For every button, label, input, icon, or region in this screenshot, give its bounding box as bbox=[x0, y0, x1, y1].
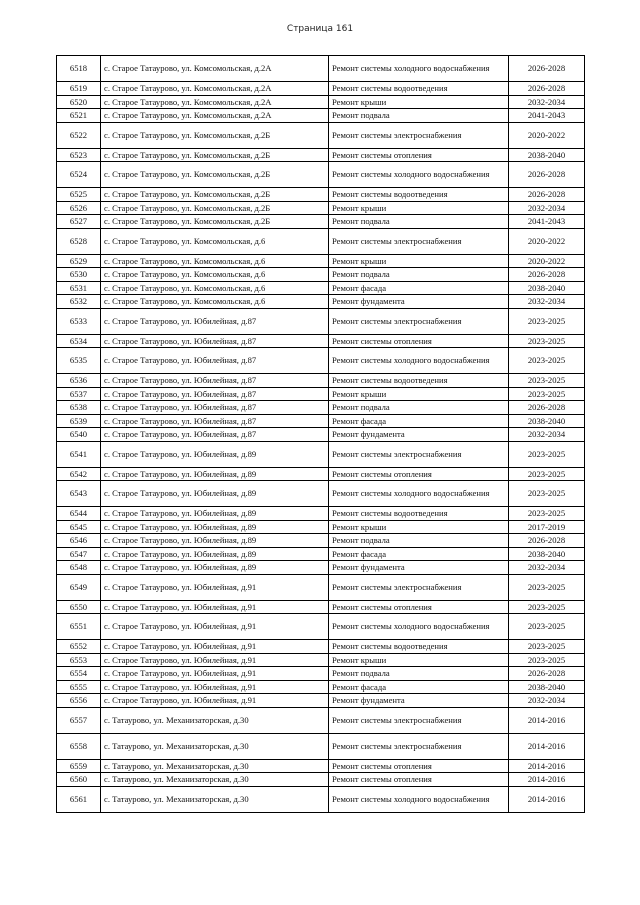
row-number-cell: 6536 bbox=[57, 374, 101, 388]
work-type-cell: Ремонт подвала bbox=[329, 215, 509, 229]
table-row bbox=[57, 507, 585, 521]
work-type-cell: Ремонт крыши bbox=[329, 520, 509, 534]
row-number-cell: 6558 bbox=[57, 733, 101, 759]
address-cell: с. Старое Татаурово, ул. Юбилейная, д.87 bbox=[101, 308, 329, 334]
address-cell: с. Старое Татаурово, ул. Комсомольская, д.2А bbox=[101, 109, 329, 123]
work-type-cell: Ремонт системы отопления bbox=[329, 773, 509, 787]
period-cell: 2026-2028 bbox=[509, 56, 585, 82]
table-row bbox=[57, 428, 585, 442]
table-row bbox=[57, 534, 585, 548]
row-number-cell: 6559 bbox=[57, 759, 101, 773]
period-cell: 2023-2025 bbox=[509, 574, 585, 600]
address-cell: с. Старое Татаурово, ул. Юбилейная, д.87 bbox=[101, 401, 329, 415]
period-cell: 2023-2025 bbox=[509, 348, 585, 374]
row-number-cell: 6546 bbox=[57, 534, 101, 548]
row-number-cell: 6524 bbox=[57, 162, 101, 188]
row-number-cell: 6522 bbox=[57, 122, 101, 148]
table-row bbox=[57, 148, 585, 162]
address-cell: с. Старое Татаурово, ул. Комсомольская, д.2Б bbox=[101, 162, 329, 188]
work-type-cell: Ремонт системы холодного водоснабжения bbox=[329, 162, 509, 188]
table-row bbox=[57, 374, 585, 388]
row-number-cell: 6544 bbox=[57, 507, 101, 521]
row-number-cell: 6550 bbox=[57, 600, 101, 614]
row-number-cell: 6531 bbox=[57, 281, 101, 295]
period-cell: 2026-2028 bbox=[509, 188, 585, 202]
period-cell: 2023-2025 bbox=[509, 481, 585, 507]
address-cell: с. Старое Татаурово, ул. Юбилейная, д.87 bbox=[101, 334, 329, 348]
work-type-cell: Ремонт подвала bbox=[329, 667, 509, 681]
row-number-cell: 6557 bbox=[57, 707, 101, 733]
row-number-cell: 6537 bbox=[57, 387, 101, 401]
address-cell: с. Старое Татаурово, ул. Юбилейная, д.91 bbox=[101, 680, 329, 694]
period-cell: 2023-2025 bbox=[509, 334, 585, 348]
table-row bbox=[57, 667, 585, 681]
work-type-cell: Ремонт фасада bbox=[329, 680, 509, 694]
row-number-cell: 6521 bbox=[57, 109, 101, 123]
address-cell: с. Старое Татаурово, ул. Комсомольская, д.6 bbox=[101, 254, 329, 268]
row-number-cell: 6538 bbox=[57, 401, 101, 415]
address-cell: с. Старое Татаурово, ул. Комсомольская, д.2Б bbox=[101, 215, 329, 229]
period-cell: 2026-2028 bbox=[509, 82, 585, 96]
table-row bbox=[57, 308, 585, 334]
work-type-cell: Ремонт фасада bbox=[329, 414, 509, 428]
period-cell: 2038-2040 bbox=[509, 680, 585, 694]
work-type-cell: Ремонт крыши bbox=[329, 254, 509, 268]
address-cell: с. Старое Татаурово, ул. Юбилейная, д.91 bbox=[101, 653, 329, 667]
row-number-cell: 6543 bbox=[57, 481, 101, 507]
table-row bbox=[57, 281, 585, 295]
row-number-cell: 6552 bbox=[57, 640, 101, 654]
work-type-cell: Ремонт подвала bbox=[329, 534, 509, 548]
period-cell: 2017-2019 bbox=[509, 520, 585, 534]
address-cell: с. Старое Татаурово, ул. Юбилейная, д.89 bbox=[101, 441, 329, 467]
table-row bbox=[57, 268, 585, 282]
table-row bbox=[57, 786, 585, 812]
work-type-cell: Ремонт системы холодного водоснабжения bbox=[329, 481, 509, 507]
address-cell: с. Татаурово, ул. Механизаторская, д.30 bbox=[101, 773, 329, 787]
row-number-cell: 6519 bbox=[57, 82, 101, 96]
address-cell: с. Старое Татаурово, ул. Комсомольская, д.2А bbox=[101, 95, 329, 109]
table-row bbox=[57, 481, 585, 507]
work-type-cell: Ремонт системы электроснабжения bbox=[329, 733, 509, 759]
table-body bbox=[57, 56, 585, 813]
period-cell: 2026-2028 bbox=[509, 534, 585, 548]
address-cell: с. Старое Татаурово, ул. Юбилейная, д.91 bbox=[101, 574, 329, 600]
period-cell: 2038-2040 bbox=[509, 547, 585, 561]
table-row bbox=[57, 653, 585, 667]
row-number-cell: 6526 bbox=[57, 201, 101, 215]
row-number-cell: 6535 bbox=[57, 348, 101, 374]
table-row bbox=[57, 467, 585, 481]
row-number-cell: 6554 bbox=[57, 667, 101, 681]
works-table bbox=[56, 55, 585, 813]
address-cell: с. Старое Татаурово, ул. Комсомольская, д.2Б bbox=[101, 148, 329, 162]
address-cell: с. Татаурово, ул. Механизаторская, д.30 bbox=[101, 759, 329, 773]
period-cell: 2026-2028 bbox=[509, 268, 585, 282]
row-number-cell: 6545 bbox=[57, 520, 101, 534]
work-type-cell: Ремонт системы водоотведения bbox=[329, 640, 509, 654]
work-type-cell: Ремонт фундамента bbox=[329, 295, 509, 309]
row-number-cell: 6529 bbox=[57, 254, 101, 268]
work-type-cell: Ремонт системы водоотведения bbox=[329, 82, 509, 96]
work-type-cell: Ремонт подвала bbox=[329, 268, 509, 282]
row-number-cell: 6556 bbox=[57, 694, 101, 708]
address-cell: с. Старое Татаурово, ул. Комсомольская, д.2А bbox=[101, 82, 329, 96]
work-type-cell: Ремонт системы отопления bbox=[329, 148, 509, 162]
period-cell: 2041-2043 bbox=[509, 215, 585, 229]
work-type-cell: Ремонт системы водоотведения bbox=[329, 374, 509, 388]
period-cell: 2032-2034 bbox=[509, 694, 585, 708]
address-cell: с. Старое Татаурово, ул. Юбилейная, д.87 bbox=[101, 428, 329, 442]
period-cell: 2023-2025 bbox=[509, 653, 585, 667]
period-cell: 2020-2022 bbox=[509, 254, 585, 268]
table-row bbox=[57, 401, 585, 415]
row-number-cell: 6527 bbox=[57, 215, 101, 229]
address-cell: с. Старое Татаурово, ул. Юбилейная, д.91 bbox=[101, 614, 329, 640]
work-type-cell: Ремонт крыши bbox=[329, 387, 509, 401]
table-row bbox=[57, 56, 585, 82]
period-cell: 2014-2016 bbox=[509, 759, 585, 773]
address-cell: с. Старое Татаурово, ул. Юбилейная, д.89 bbox=[101, 481, 329, 507]
work-type-cell: Ремонт системы отопления bbox=[329, 600, 509, 614]
work-type-cell: Ремонт системы отопления bbox=[329, 334, 509, 348]
address-cell: с. Старое Татаурово, ул. Юбилейная, д.89 bbox=[101, 520, 329, 534]
table-row bbox=[57, 640, 585, 654]
work-type-cell: Ремонт системы холодного водоснабжения bbox=[329, 56, 509, 82]
row-number-cell: 6548 bbox=[57, 561, 101, 575]
work-type-cell: Ремонт системы электроснабжения bbox=[329, 122, 509, 148]
period-cell: 2014-2016 bbox=[509, 786, 585, 812]
table-row bbox=[57, 733, 585, 759]
work-type-cell: Ремонт системы водоотведения bbox=[329, 188, 509, 202]
work-type-cell: Ремонт фундамента bbox=[329, 428, 509, 442]
address-cell: с. Старое Татаурово, ул. Юбилейная, д.87 bbox=[101, 348, 329, 374]
table-row bbox=[57, 109, 585, 123]
address-cell: с. Старое Татаурово, ул. Комсомольская, д.6 bbox=[101, 268, 329, 282]
work-type-cell: Ремонт подвала bbox=[329, 109, 509, 123]
row-number-cell: 6523 bbox=[57, 148, 101, 162]
work-type-cell: Ремонт подвала bbox=[329, 401, 509, 415]
period-cell: 2014-2016 bbox=[509, 773, 585, 787]
row-number-cell: 6553 bbox=[57, 653, 101, 667]
table-row bbox=[57, 414, 585, 428]
row-number-cell: 6533 bbox=[57, 308, 101, 334]
table-row bbox=[57, 95, 585, 109]
address-cell: с. Старое Татаурово, ул. Юбилейная, д.91 bbox=[101, 640, 329, 654]
period-cell: 2038-2040 bbox=[509, 414, 585, 428]
period-cell: 2014-2016 bbox=[509, 733, 585, 759]
row-number-cell: 6551 bbox=[57, 614, 101, 640]
work-type-cell: Ремонт системы электроснабжения bbox=[329, 441, 509, 467]
row-number-cell: 6534 bbox=[57, 334, 101, 348]
table-row bbox=[57, 188, 585, 202]
period-cell: 2020-2022 bbox=[509, 228, 585, 254]
row-number-cell: 6560 bbox=[57, 773, 101, 787]
period-cell: 2023-2025 bbox=[509, 614, 585, 640]
period-cell: 2023-2025 bbox=[509, 600, 585, 614]
period-cell: 2023-2025 bbox=[509, 387, 585, 401]
address-cell: с. Татаурово, ул. Механизаторская, д.30 bbox=[101, 733, 329, 759]
work-type-cell: Ремонт системы холодного водоснабжения bbox=[329, 348, 509, 374]
work-type-cell: Ремонт крыши bbox=[329, 653, 509, 667]
row-number-cell: 6541 bbox=[57, 441, 101, 467]
row-number-cell: 6520 bbox=[57, 95, 101, 109]
address-cell: с. Старое Татаурово, ул. Комсомольская, д.2Б bbox=[101, 188, 329, 202]
table-row bbox=[57, 162, 585, 188]
work-type-cell: Ремонт крыши bbox=[329, 95, 509, 109]
period-cell: 2032-2034 bbox=[509, 201, 585, 215]
address-cell: с. Старое Татаурово, ул. Юбилейная, д.87 bbox=[101, 387, 329, 401]
address-cell: с. Старое Татаурово, ул. Юбилейная, д.91 bbox=[101, 667, 329, 681]
row-number-cell: 6549 bbox=[57, 574, 101, 600]
table-row bbox=[57, 574, 585, 600]
work-type-cell: Ремонт фундамента bbox=[329, 694, 509, 708]
row-number-cell: 6518 bbox=[57, 56, 101, 82]
address-cell: с. Старое Татаурово, ул. Юбилейная, д.89 bbox=[101, 547, 329, 561]
work-type-cell: Ремонт системы водоотведения bbox=[329, 507, 509, 521]
period-cell: 2032-2034 bbox=[509, 428, 585, 442]
period-cell: 2014-2016 bbox=[509, 707, 585, 733]
table-row bbox=[57, 600, 585, 614]
period-cell: 2026-2028 bbox=[509, 667, 585, 681]
period-cell: 2041-2043 bbox=[509, 109, 585, 123]
period-cell: 2032-2034 bbox=[509, 295, 585, 309]
period-cell: 2020-2022 bbox=[509, 122, 585, 148]
period-cell: 2023-2025 bbox=[509, 467, 585, 481]
table-row bbox=[57, 441, 585, 467]
row-number-cell: 6528 bbox=[57, 228, 101, 254]
table-row bbox=[57, 561, 585, 575]
work-type-cell: Ремонт системы электроснабжения bbox=[329, 707, 509, 733]
table-row bbox=[57, 348, 585, 374]
table-row bbox=[57, 694, 585, 708]
address-cell: с. Старое Татаурово, ул. Юбилейная, д.87 bbox=[101, 414, 329, 428]
row-number-cell: 6525 bbox=[57, 188, 101, 202]
page-header: Страница 161 bbox=[286, 24, 354, 34]
row-number-cell: 6561 bbox=[57, 786, 101, 812]
work-type-cell: Ремонт фундамента bbox=[329, 561, 509, 575]
address-cell: с. Старое Татаурово, ул. Комсомольская, д.2Б bbox=[101, 122, 329, 148]
period-cell: 2023-2025 bbox=[509, 640, 585, 654]
address-cell: с. Старое Татаурово, ул. Комсомольская, д.2Б bbox=[101, 201, 329, 215]
table-row bbox=[57, 295, 585, 309]
table-row bbox=[57, 254, 585, 268]
table-row bbox=[57, 387, 585, 401]
table-row bbox=[57, 82, 585, 96]
work-type-cell: Ремонт крыши bbox=[329, 201, 509, 215]
work-type-cell: Ремонт системы отопления bbox=[329, 759, 509, 773]
row-number-cell: 6542 bbox=[57, 467, 101, 481]
table-row bbox=[57, 215, 585, 229]
row-number-cell: 6555 bbox=[57, 680, 101, 694]
address-cell: с. Старое Татаурово, ул. Комсомольская, д.2А bbox=[101, 56, 329, 82]
address-cell: с. Старое Татаурово, ул. Юбилейная, д.91 bbox=[101, 600, 329, 614]
work-type-cell: Ремонт фасада bbox=[329, 281, 509, 295]
period-cell: 2038-2040 bbox=[509, 148, 585, 162]
period-cell: 2023-2025 bbox=[509, 374, 585, 388]
address-cell: с. Старое Татаурово, ул. Комсомольская, д.6 bbox=[101, 281, 329, 295]
table-row bbox=[57, 520, 585, 534]
row-number-cell: 6530 bbox=[57, 268, 101, 282]
work-type-cell: Ремонт фасада bbox=[329, 547, 509, 561]
work-type-cell: Ремонт системы холодного водоснабжения bbox=[329, 614, 509, 640]
table-row bbox=[57, 547, 585, 561]
work-type-cell: Ремонт системы электроснабжения bbox=[329, 308, 509, 334]
table-row bbox=[57, 614, 585, 640]
table-row bbox=[57, 707, 585, 733]
period-cell: 2032-2034 bbox=[509, 561, 585, 575]
address-cell: с. Татаурово, ул. Механизаторская, д.30 bbox=[101, 707, 329, 733]
row-number-cell: 6539 bbox=[57, 414, 101, 428]
address-cell: с. Старое Татаурово, ул. Комсомольская, д.6 bbox=[101, 228, 329, 254]
work-type-cell: Ремонт системы электроснабжения bbox=[329, 574, 509, 600]
address-cell: с. Старое Татаурово, ул. Юбилейная, д.89 bbox=[101, 534, 329, 548]
table-row bbox=[57, 228, 585, 254]
period-cell: 2023-2025 bbox=[509, 308, 585, 334]
row-number-cell: 6532 bbox=[57, 295, 101, 309]
table-row bbox=[57, 334, 585, 348]
work-type-cell: Ремонт системы холодного водоснабжения bbox=[329, 786, 509, 812]
period-cell: 2023-2025 bbox=[509, 441, 585, 467]
table-row bbox=[57, 201, 585, 215]
address-cell: с. Старое Татаурово, ул. Юбилейная, д.89 bbox=[101, 467, 329, 481]
row-number-cell: 6540 bbox=[57, 428, 101, 442]
address-cell: с. Старое Татаурово, ул. Юбилейная, д.91 bbox=[101, 694, 329, 708]
address-cell: с. Старое Татаурово, ул. Комсомольская, д.6 bbox=[101, 295, 329, 309]
period-cell: 2026-2028 bbox=[509, 162, 585, 188]
address-cell: с. Старое Татаурово, ул. Юбилейная, д.89 bbox=[101, 507, 329, 521]
period-cell: 2032-2034 bbox=[509, 95, 585, 109]
period-cell: 2026-2028 bbox=[509, 401, 585, 415]
address-cell: с. Татаурово, ул. Механизаторская, д.30 bbox=[101, 786, 329, 812]
row-number-cell: 6547 bbox=[57, 547, 101, 561]
table-row bbox=[57, 680, 585, 694]
table-row bbox=[57, 759, 585, 773]
table-row bbox=[57, 773, 585, 787]
address-cell: с. Старое Татаурово, ул. Юбилейная, д.89 bbox=[101, 561, 329, 575]
period-cell: 2038-2040 bbox=[509, 281, 585, 295]
table-row bbox=[57, 122, 585, 148]
address-cell: с. Старое Татаурово, ул. Юбилейная, д.87 bbox=[101, 374, 329, 388]
period-cell: 2023-2025 bbox=[509, 507, 585, 521]
work-type-cell: Ремонт системы отопления bbox=[329, 467, 509, 481]
work-type-cell: Ремонт системы электроснабжения bbox=[329, 228, 509, 254]
